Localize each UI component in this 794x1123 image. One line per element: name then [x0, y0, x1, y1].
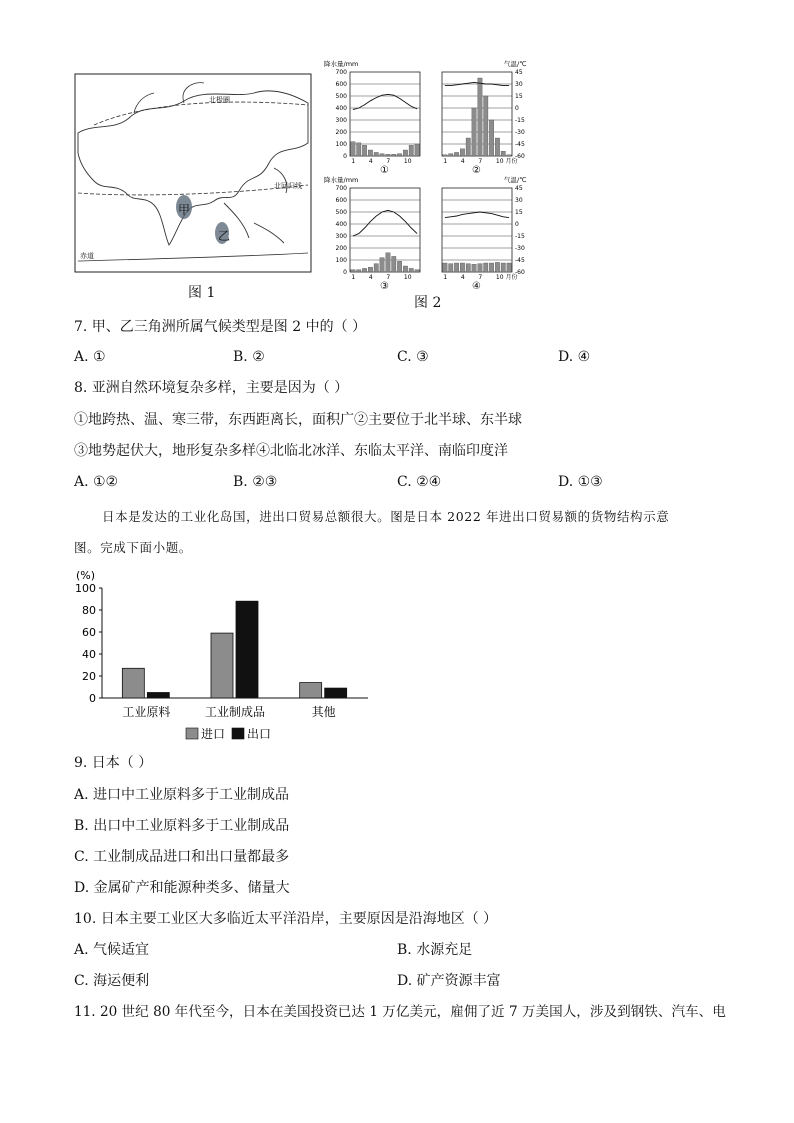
- climate-panel-2: [442, 59, 527, 176]
- month-tick-label: 10 月份: [495, 274, 518, 281]
- precip-bar: [392, 154, 396, 156]
- precip-bar: [472, 108, 476, 156]
- precip-bar: [443, 263, 447, 272]
- trade-intro-line-2: 图。完成下面小题。: [74, 540, 192, 555]
- q8-statement-line-2: ③地势起伏大，地形复杂多样④北临北冰洋、东临太平洋、南临印度洋: [74, 443, 508, 459]
- precip-tick-label: 200: [335, 245, 347, 252]
- q8-option-d: D. ①③: [558, 474, 603, 490]
- temp-tick-label: 30: [515, 81, 523, 88]
- question-11-stem: 11. 20 世纪 80 年代至今，日本在美国投资已达 1 万亿美元，雇佣了近 7 万美国人，涉及到钢铁、汽车、电: [74, 1004, 726, 1020]
- q10-option-d: D. 矿产资源丰富: [397, 973, 501, 989]
- figure-2-caption: 图 2: [414, 295, 442, 311]
- map-figure: [74, 73, 312, 273]
- precip-tick-label: 600: [335, 81, 347, 88]
- chart-y-axis-label: (%): [76, 569, 96, 582]
- chart-y-tick-label: 80: [82, 604, 96, 617]
- precip-bar: [409, 145, 413, 156]
- precip-bar: [392, 256, 396, 272]
- precip-bar: [449, 264, 453, 272]
- chart-category-label: 工业制成品: [204, 705, 266, 719]
- question-7-stem: 7. 甲、乙三角洲所属气候类型是图 2 中的（ ）: [74, 319, 367, 335]
- precip-tick-label: 400: [335, 105, 347, 112]
- precip-bar: [501, 263, 505, 272]
- month-tick-label: 1: [351, 158, 356, 165]
- precip-bar: [466, 138, 470, 156]
- temp-tick-label: -15: [515, 233, 525, 240]
- precip-bar: [449, 154, 453, 156]
- legend-swatch-出口: [232, 728, 244, 739]
- climate-panel-4: [442, 175, 527, 290]
- precip-bar: [415, 144, 419, 156]
- precip-bar: [403, 266, 407, 272]
- precip-tick-label: 200: [335, 129, 347, 136]
- precip-bar: [380, 258, 384, 272]
- precip-bar: [415, 270, 419, 272]
- jia-label: 甲: [178, 203, 191, 217]
- month-tick-label: 1: [443, 158, 448, 165]
- precip-bar: [374, 264, 378, 272]
- question-8-stem: 8. 亚洲自然环境复杂多样，主要是因为（ ）: [74, 380, 349, 396]
- month-tick-label: 10 月份: [495, 158, 518, 165]
- precip-bar: [489, 120, 493, 156]
- precip-tick-label: 300: [335, 117, 347, 124]
- precip-tick-label: 0: [343, 153, 347, 160]
- legend-swatch-进口: [186, 728, 198, 739]
- precip-bar: [368, 150, 372, 156]
- precip-tick-label: 0: [343, 269, 347, 276]
- bar-出口-工业原料: [147, 693, 169, 699]
- precip-tick-label: 700: [335, 69, 347, 76]
- climate-charts: [322, 58, 544, 290]
- precip-bar: [386, 253, 390, 272]
- temp-tick-label: 30: [515, 197, 523, 204]
- month-tick-label: 7: [478, 274, 483, 281]
- month-tick-label: 7: [386, 158, 391, 165]
- precip-tick-label: 600: [335, 197, 347, 204]
- chart-y-tick-label: 0: [89, 692, 96, 705]
- q8-option-c: C. ②④: [397, 474, 442, 490]
- temp-tick-label: -30: [515, 129, 525, 136]
- temp-tick-label: -45: [515, 257, 525, 264]
- precip-bar: [507, 263, 511, 272]
- asia-map: [74, 73, 312, 273]
- chart-category-label: 工业原料: [122, 705, 171, 719]
- temp-tick-label: 0: [515, 221, 519, 228]
- climate-panel-label: ①: [380, 165, 389, 176]
- precip-tick-label: 500: [335, 209, 347, 216]
- q9-option-d: D. 金属矿产和能源种类多、储量大: [74, 880, 290, 896]
- temp-axis-label: 气温/℃: [504, 176, 527, 184]
- climate-panel-label: ③: [380, 281, 389, 290]
- q10-option-c: C. 海运便利: [74, 973, 150, 989]
- precip-bar: [495, 262, 499, 272]
- figure-1-caption: 图 1: [188, 285, 216, 301]
- precip-bar: [489, 263, 493, 272]
- chart-category-label: 其他: [311, 705, 336, 719]
- temp-tick-label: 15: [515, 93, 523, 100]
- precip-bar: [380, 154, 384, 156]
- q9-option-c: C. 工业制成品进口和出口量都最多: [74, 849, 290, 865]
- climate-panel-label: ②: [472, 165, 481, 176]
- equator-label: 赤道: [80, 252, 94, 260]
- q9-option-b: B. 出口中工业原料多于工业制成品: [74, 818, 290, 834]
- precip-bar: [443, 155, 447, 156]
- bar-出口-工业制成品: [236, 601, 258, 698]
- precip-tick-label: 100: [335, 141, 347, 148]
- month-tick-label: 7: [478, 158, 483, 165]
- q7-option-b: B. ②: [233, 349, 265, 365]
- month-tick-label: 10: [403, 158, 412, 165]
- precip-tick-label: 700: [335, 185, 347, 192]
- q8-option-a: A. ①②: [74, 474, 119, 490]
- climate-panel-1: [324, 59, 420, 176]
- bar-进口-工业原料: [122, 668, 144, 698]
- chart-y-tick-label: 20: [82, 670, 96, 683]
- month-tick-label: 4: [460, 158, 465, 165]
- precip-bar: [460, 263, 464, 272]
- q8-option-b: B. ②③: [233, 474, 278, 490]
- climate-panel-3: [324, 175, 420, 290]
- chart-y-tick-label: 60: [82, 626, 96, 639]
- precip-tick-label: 300: [335, 233, 347, 240]
- q7-option-a: A. ①: [74, 349, 106, 365]
- temp-tick-label: 45: [515, 69, 523, 76]
- month-tick-label: 1: [351, 274, 356, 281]
- climate-panel-frame: [442, 72, 512, 156]
- q8-statement-line-1: ①地跨热、温、寒三带，东西距离长，面积广②主要位于北半球、东半球: [74, 412, 522, 428]
- question-10-stem: 10. 日本主要工业区大多临近太平洋沿岸，主要原因是沿海地区（ ）: [74, 911, 498, 927]
- q9-option-a: A. 进口中工业原料多于工业制成品: [74, 787, 290, 803]
- trade-bar-chart: [68, 566, 378, 746]
- temp-tick-label: -45: [515, 141, 525, 148]
- legend-label-出口: 出口: [247, 727, 272, 741]
- question-9-stem: 9. 日本（ ）: [74, 755, 153, 771]
- month-tick-label: 7: [386, 274, 391, 281]
- precip-bar: [357, 270, 361, 272]
- bar-进口-其他: [300, 683, 322, 698]
- precip-bar: [374, 152, 378, 156]
- precip-bar: [466, 264, 470, 272]
- temp-axis-label: 气温/℃: [504, 60, 527, 68]
- temp-tick-label: -60: [515, 269, 525, 276]
- precip-bar: [409, 268, 413, 272]
- temp-tick-label: 15: [515, 209, 523, 216]
- precip-bar: [403, 150, 407, 156]
- bar-出口-其他: [325, 688, 347, 698]
- precip-tick-label: 100: [335, 257, 347, 264]
- temp-tick-label: -15: [515, 117, 525, 124]
- chart-y-tick-label: 100: [75, 582, 96, 595]
- precip-axis-label: 降水量/mm: [324, 60, 359, 68]
- precip-bar: [507, 155, 511, 156]
- q7-option-d: D. ④: [558, 349, 591, 365]
- precip-bar: [495, 138, 499, 156]
- arctic-circle-label: 北极圈: [209, 96, 230, 104]
- month-tick-label: 4: [368, 274, 373, 281]
- q10-option-a: A. 气候适宜: [74, 942, 150, 958]
- precip-bar: [484, 263, 488, 272]
- month-tick-label: 4: [368, 158, 373, 165]
- precip-bar: [478, 264, 482, 272]
- temp-tick-label: 0: [515, 105, 519, 112]
- q7-option-c: C. ③: [397, 349, 429, 365]
- month-tick-label: 10: [403, 274, 412, 281]
- precip-bar: [362, 268, 366, 272]
- precip-bar: [484, 96, 488, 156]
- precip-tick-label: 400: [335, 221, 347, 228]
- precip-bar: [362, 145, 366, 156]
- legend-label-进口: 进口: [201, 727, 226, 741]
- precip-bar: [501, 151, 505, 156]
- bar-进口-工业制成品: [211, 633, 233, 698]
- yi-label: 乙: [218, 229, 231, 243]
- precip-bar: [351, 142, 355, 156]
- precip-axis-label: 降水量/mm: [324, 176, 359, 184]
- precip-bar: [472, 264, 476, 272]
- precip-bar: [460, 149, 464, 156]
- climate-panel-frame: [350, 188, 420, 272]
- precip-bar: [454, 152, 458, 156]
- chart-y-tick-label: 40: [82, 648, 96, 661]
- trade-intro-line-1: 日本是发达的工业化岛国，进出口贸易总额很大。图是日本 2022 年进出口贸易额的货物结构示意: [102, 509, 670, 524]
- temp-tick-label: -60: [515, 153, 525, 160]
- temp-tick-label: 45: [515, 185, 523, 192]
- temp-tick-label: -30: [515, 245, 525, 252]
- q10-option-b: B. 水源充足: [397, 942, 473, 958]
- precip-bar: [357, 143, 361, 156]
- tropic-label: 北回归线: [274, 182, 302, 190]
- precip-bar: [397, 261, 401, 272]
- precip-bar: [351, 270, 355, 272]
- month-tick-label: 4: [460, 274, 465, 281]
- precip-tick-label: 500: [335, 93, 347, 100]
- precip-bar: [478, 78, 482, 156]
- precip-bar: [397, 154, 401, 156]
- climate-panel-frame: [442, 188, 512, 272]
- month-tick-label: 1: [443, 274, 448, 281]
- precip-bar: [454, 263, 458, 272]
- precip-bar: [386, 154, 390, 156]
- climate-panel-label: ④: [472, 281, 481, 290]
- precip-bar: [368, 267, 372, 272]
